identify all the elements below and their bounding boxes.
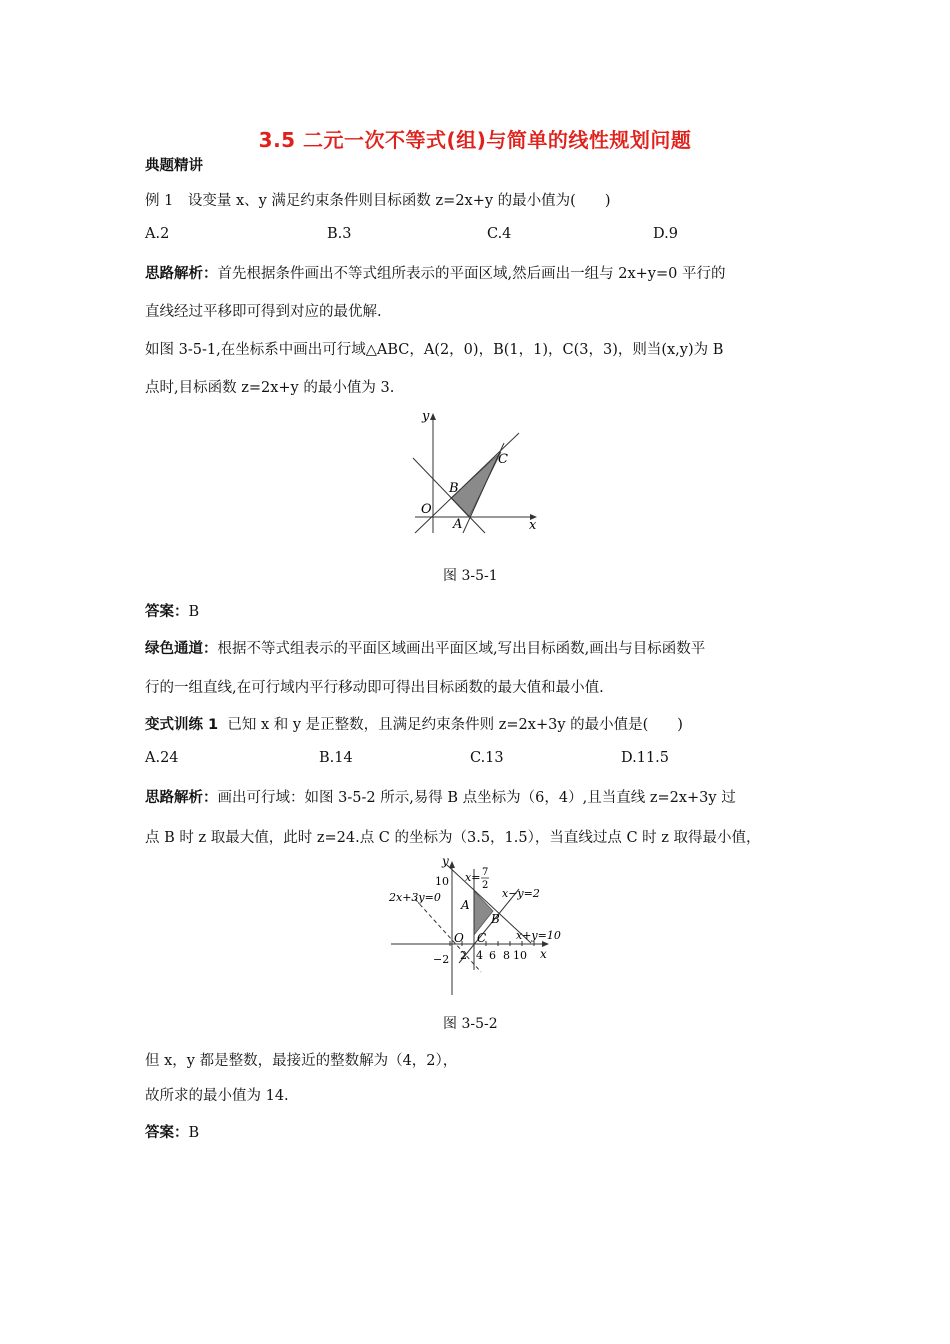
example1-explain: 如图 3-5-1,在坐标系中画出可行域△ABC，A(2，0)，B(1，1)，C(3，3)，则当(x,y)为 B — [145, 342, 724, 358]
fig1-origin-label: O — [421, 502, 432, 517]
variant1-option-a: A.24 — [145, 750, 179, 766]
fig2-x-plus-y-label: x+y=10 — [516, 929, 561, 942]
example1-analysis-cont: 直线经过平移即可得到对应的最优解. — [145, 304, 382, 320]
variant1-question-line — [145, 713, 683, 734]
boundary-line-bc — [415, 433, 519, 533]
example1-analysis — [145, 262, 725, 283]
green-channel-cont: 行的一组直线,在可行域内平行移动即可得出目标函数的最大值和最小值. — [145, 680, 604, 696]
variant1-answer — [145, 1121, 199, 1142]
fig2-tick-2: 2 — [460, 949, 467, 962]
fig2-x-minus-y-label: x−y=2 — [502, 887, 540, 900]
green-channel-label: 绿色通道： — [145, 641, 218, 657]
fig2-x-eq-label: x= — [465, 871, 481, 884]
fig2-tick-8: 8 — [503, 949, 510, 962]
variant1-conclusion: 但 x，y 都是整数，最接近的整数解为（4，2）， — [145, 1053, 458, 1069]
fig2-tick-4: 4 — [476, 949, 483, 962]
variant1-analysis-label: 思路解析： — [145, 790, 218, 806]
fig2-origin-label: O — [454, 931, 464, 945]
fig2-point-a-label: A — [461, 898, 470, 912]
fig1-x-label: x — [529, 518, 537, 533]
fig2-y-tick-10: 10 — [435, 875, 449, 888]
page-title: 3.5 二元一次不等式(组)与简单的线性规划问题 — [258, 128, 692, 152]
example1-option-c: C.4 — [487, 226, 512, 242]
y-axis-arrow — [430, 413, 436, 420]
fig2-tick-10: 10 — [513, 949, 527, 962]
figure-3-5-2-caption: 图 3-5-2 — [443, 1016, 498, 1032]
answer-value: B — [188, 604, 200, 620]
example1-option-d: D.9 — [653, 226, 678, 242]
fig2-x-label: x — [540, 947, 547, 961]
variant1-answer-value: B — [188, 1125, 200, 1141]
fig2-dash-line-label: 2x+3y=0 — [389, 891, 441, 904]
green-channel — [145, 637, 705, 658]
figure-3-5-1-caption: 图 3-5-1 — [443, 568, 498, 584]
variant1-question: 已知 x 和 y 是正整数，且满足约束条件则 z=2x+3y 的最小值是( ) — [227, 717, 683, 733]
variant1-analysis — [145, 786, 736, 807]
fig2-point-b-label: B — [491, 912, 500, 926]
answer-label: 答案： — [145, 604, 189, 620]
variant1-analysis-text: 画出可行域：如图 3-5-2 所示,易得 B 点坐标为（6，4）,且当直线 z=2x+3y 过 — [217, 790, 736, 806]
fig1-point-a-label: A — [453, 517, 463, 532]
variant1-conclusion-cont: 故所求的最小值为 14. — [145, 1088, 289, 1104]
fig2-y-label: y — [442, 855, 449, 868]
figure-3-5-2 — [385, 855, 570, 1000]
analysis-label: 思路解析： — [145, 266, 218, 282]
figure-3-5-1 — [405, 405, 545, 535]
fig2-frac-num: 7 — [482, 867, 489, 878]
example1-option-b: B.3 — [327, 226, 352, 242]
example1-explain-cont: 点时,目标函数 z=2x+y 的最小值为 3. — [145, 380, 395, 396]
fig2-tick-6: 6 — [489, 949, 496, 962]
fig2-tick-neg2: −2 — [433, 953, 450, 966]
variant1-option-c: C.13 — [470, 750, 504, 766]
variant1-answer-label: 答案： — [145, 1125, 189, 1141]
y-axis-arrow — [449, 861, 455, 868]
variant1-analysis-cont: 点 B 时 z 取最大值，此时 z=24.点 C 的坐标为（3.5，1.5），当直线过点 C 时 z 取得最小值， — [145, 830, 761, 846]
analysis-text: 首先根据条件画出不等式组所表示的平面区域,然后画出一组与 2x+y=0 平行的 — [217, 266, 726, 282]
variant1-label: 变式训练 1 — [145, 717, 219, 733]
section-heading: 典题精讲 — [145, 158, 203, 174]
example1-question: 例 1 设变量 x、y 满足约束条件则目标函数 z=2x+y 的最小值为( ) — [145, 193, 611, 209]
example1-option-a: A.2 — [145, 226, 170, 242]
fig1-point-c-label: C — [498, 452, 508, 467]
fig2-frac-den: 2 — [482, 880, 489, 891]
variant1-option-d: D.11.5 — [621, 750, 670, 766]
variant1-option-b: B.14 — [319, 750, 353, 766]
fig1-y-label: y — [422, 409, 430, 424]
green-channel-text: 根据不等式组表示的平面区域画出平面区域,写出目标函数,画出与目标函数平 — [217, 641, 706, 657]
fig2-point-c-label: C — [477, 931, 487, 945]
fig1-point-b-label: B — [449, 481, 459, 496]
example1-answer — [145, 600, 199, 621]
